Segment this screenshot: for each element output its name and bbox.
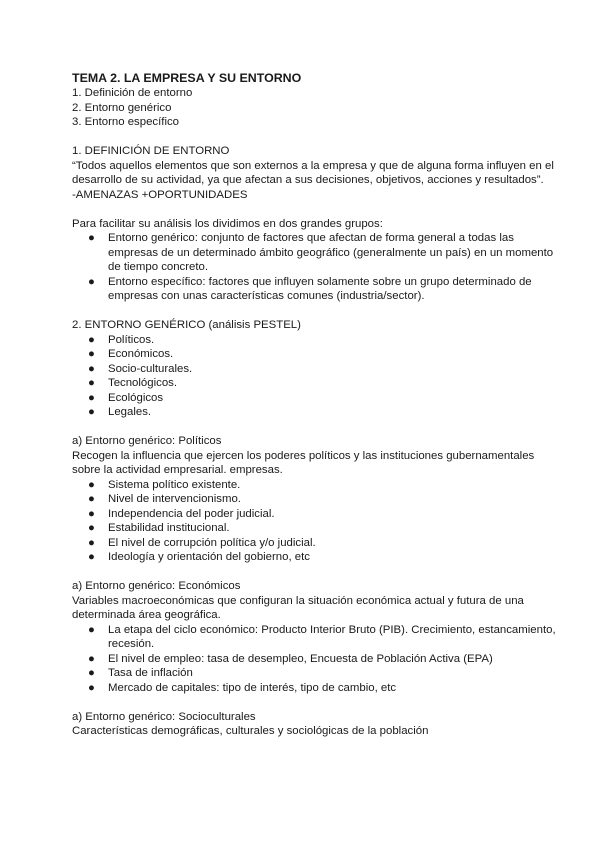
threats-opportunities: -AMENAZAS +OPORTUNIDADES <box>72 188 248 201</box>
bullet-icon: ● <box>88 536 95 549</box>
socioculturales-text: Características demográficas, culturales y sociológicas de la población <box>72 725 429 737</box>
bullet-icon: ● <box>88 333 95 346</box>
politicos-text: Recogen la influencia que ejercen los poderes políticos y las instituciones gubernamentales sobre la actividad empresarial. empresas. <box>72 449 535 476</box>
list-item: ● Socio-culturales. <box>88 362 193 375</box>
list-item: ● Nivel de intervencionismo. <box>88 493 241 505</box>
bullet-icon: ● <box>88 507 95 520</box>
socioculturales-heading: a) Entorno genérico: Socioculturales <box>72 710 256 723</box>
bullet-icon: ● <box>88 493 95 505</box>
list-item: ● Tasa de inflación <box>88 667 193 679</box>
groups-intro: Para facilitar su análisis los dividimos en dos grandes grupos: <box>72 217 383 230</box>
bullet-icon: ● <box>88 275 95 288</box>
bullet-icon: ● <box>88 391 95 404</box>
list-item: ● Tecnológicos. <box>88 377 178 389</box>
list-item: ● Mercado de capitales: tipo de interés, tipo de cambio, etc <box>88 681 397 694</box>
list-item: ● El nivel de corrupción política y/o judicial. <box>88 536 316 549</box>
politicos-heading: a) Entorno genérico: Políticos <box>72 435 222 447</box>
bullet-icon: ● <box>88 232 95 244</box>
bullet-icon: ● <box>88 652 95 665</box>
bullet-icon: ● <box>88 377 95 389</box>
bullet-icon: ● <box>88 667 95 679</box>
list-item: ● Entorno genérico: conjunto de factores que afectan de forma general a todas las empresas de un determinado ámbito geográfico (generalmente un país) en un momento de tiempo concreto. <box>88 232 554 273</box>
bullet-icon: ● <box>88 478 95 491</box>
toc-item-2: 2. Entorno genérico <box>72 101 172 114</box>
bullet-icon: ● <box>88 522 95 534</box>
groups-list <box>72 231 560 304</box>
bullet-icon: ● <box>88 348 95 360</box>
list-item: ● Económicos. <box>88 348 174 360</box>
economicos-list <box>72 623 560 696</box>
list-item: ● Sistema político existente. <box>88 478 241 491</box>
list-item: ● La etapa del ciclo económico: Producto Interior Bruto (PIB). Crecimiento, estancamiento, recesión. <box>88 623 556 650</box>
list-item: ● Entorno específico: factores que influyen solamente sobre un grupo determinado de empresas con unas características comunes (industria/sector). <box>88 275 532 302</box>
list-item: ● Ecológicos <box>88 391 164 404</box>
toc-item-1: 1. Definición de entorno <box>72 87 193 99</box>
list-item: ● Legales. <box>88 406 152 418</box>
bullet-icon: ● <box>88 623 95 636</box>
section-1-heading: 1. DEFINICIÓN DE ENTORNO <box>72 145 230 157</box>
bullet-icon: ● <box>88 681 95 694</box>
list-item: ● Políticos. <box>88 333 155 346</box>
bullet-icon: ● <box>88 406 95 418</box>
list-item: ● Estabilidad institucional. <box>88 522 230 534</box>
bullet-icon: ● <box>88 362 95 375</box>
list-item: ● El nivel de empleo: tasa de desempleo, Encuesta de Población Activa (EPA) <box>88 652 493 665</box>
politicos-list <box>72 478 560 565</box>
document-title: TEMA 2. LA EMPRESA Y SU ENTORNO <box>72 71 302 85</box>
pestel-list <box>72 333 560 420</box>
economicos-text: Variables macroeconómicas que configuran la situación económica actual y futura de una determinada área geográfica. <box>72 594 524 621</box>
list-item: ● Ideología y orientación del gobierno, etc <box>88 551 311 563</box>
definition-quote: “Todos aquellos elementos que son externos a la empresa y que de alguna forma influyen en el desarrollo de su actividad, ya que afectan a sus decisiones, objetivos, acciones y resultados”. <box>72 159 554 186</box>
list-item: ● Independencia del poder judicial. <box>88 507 275 520</box>
bullet-icon: ● <box>88 551 95 563</box>
toc-item-3: 3. Entorno específico <box>72 116 180 128</box>
economicos-heading: a) Entorno genérico: Económicos <box>72 580 241 592</box>
section-2-heading: 2. ENTORNO GENÉRICO (análisis PESTEL) <box>72 319 301 331</box>
